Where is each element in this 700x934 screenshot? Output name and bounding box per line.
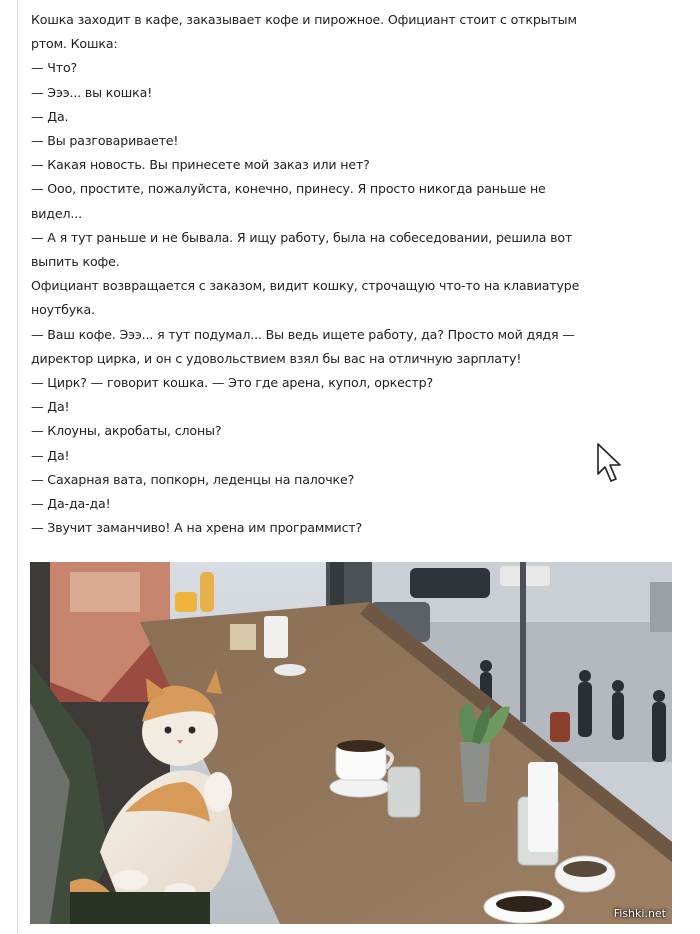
post-text [31,8,671,540]
photo-scene [30,562,672,924]
post-line: — Клоуны, акробаты, слоны? [31,423,222,439]
post-line: выпить кофе. [31,254,120,270]
post-line: — Звучит заманчиво! А на хрена им программист? [31,520,363,536]
cafe-cat-photo [30,562,672,924]
mouse-pointer-icon [596,442,624,486]
post-line: — А я тут раньше и не бывала. Я ищу работу, была на собеседовании, решила вот [31,229,573,245]
post-line: видел... [31,205,82,221]
post-line: — Ооо, простите, пожалуйста, конечно, принесу. Я просто никогда раньше не [31,181,546,197]
watermark: Fishki.net [613,907,666,920]
post-line: Официант возвращается с заказом, видит кошку, строчащую что-то на клавиатуре [31,278,580,294]
post-line: — Сахарная вата, попкорн, леденцы на палочке? [31,471,355,487]
post-line: — Да! [31,399,70,415]
post-line: — Ваш кофе. Эээ... я тут подумал... Вы ведь ищете работу, да? Просто мой дядя — [31,326,575,342]
post-line: ртом. Кошка: [31,36,118,52]
post-line: — Эээ... вы кошка! [31,84,153,100]
post-line: — Какая новость. Вы принесете мой заказ или нет? [31,157,370,173]
left-border [17,0,18,934]
post-line: Кошка заходит в кафе, заказывает кофе и пирожное. Официант стоит с открытым [31,12,577,27]
post-line: — Цирк? — говорит кошка. — Это где арена, купол, оркестр? [31,375,434,391]
post-line: — Вы разговариваете! [31,133,179,149]
post-line: — Что? [31,60,78,76]
post-line: — Да! [31,447,70,463]
post-line: — Да. [31,108,69,124]
post-line: — Да-да-да! [31,496,111,512]
post-line: ноутбука. [31,302,95,318]
post-line: директор цирка, и он с удовольствием взял бы вас на отличную зарплату! [31,350,522,366]
